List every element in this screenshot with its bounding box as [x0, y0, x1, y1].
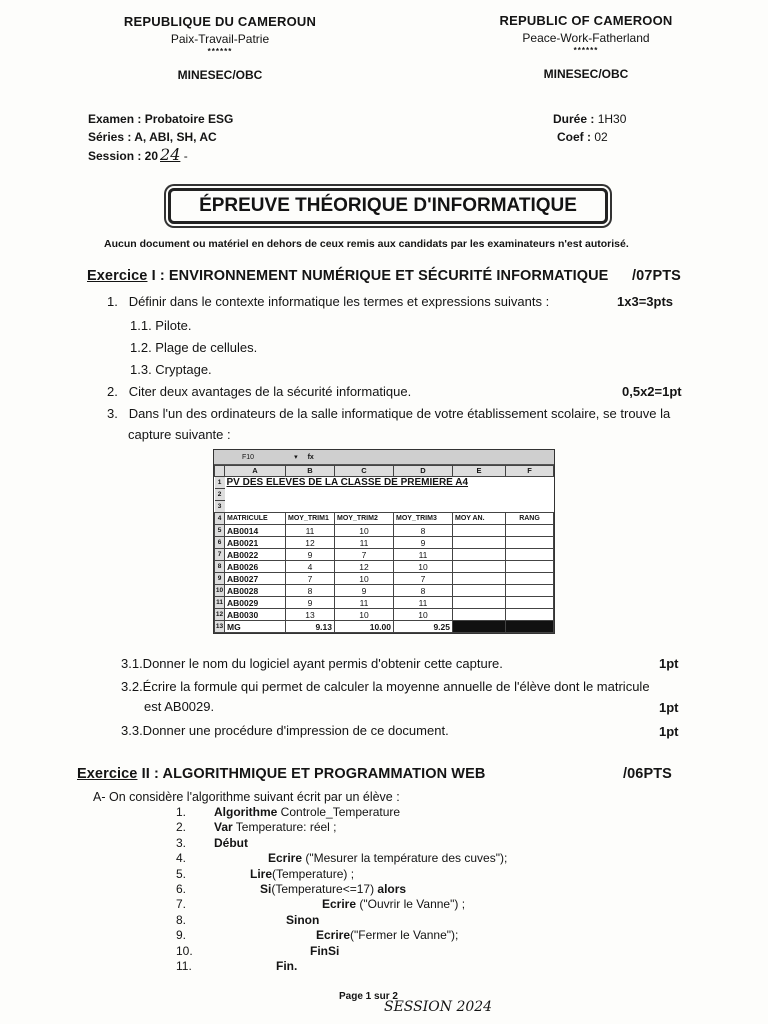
mg-value: 9.25	[394, 621, 453, 633]
grade-cell: 8	[394, 525, 453, 537]
grade-cell: 9	[394, 537, 453, 549]
sheet-title: PV DES ELEVES DE LA CLASSE DE PREMIERE A4	[226, 476, 469, 488]
grade-cell: 8	[394, 585, 453, 597]
moy-an-cell	[453, 597, 506, 609]
rang-cell	[506, 609, 554, 621]
q3-2-line2: est AB0029.	[144, 699, 215, 714]
spreadsheet-capture	[213, 449, 555, 634]
page-title: ÉPREUVE THÉORIQUE D'INFORMATIQUE	[168, 188, 608, 224]
function-icon: fx	[307, 453, 314, 461]
q2: 2. Citer deux avantages de la sécurité informatique.	[107, 384, 412, 399]
q1-item-1: 1.1. Pilote.	[130, 318, 192, 333]
rang-cell	[506, 537, 554, 549]
moy-an-cell	[453, 549, 506, 561]
algo-line: 5. Lire(Temperature) ;	[176, 866, 355, 881]
exam-session: Session : 20 24 -	[88, 145, 188, 164]
moy-an-cell	[453, 573, 506, 585]
grade-cell: 11	[335, 597, 394, 609]
q3-line2: capture suivante :	[128, 427, 231, 442]
dark-cell	[506, 621, 554, 633]
rang-cell	[506, 549, 554, 561]
exam-coef: Coef : 02	[557, 130, 608, 144]
q3-3: 3.3.Donner une procédure d'impression de ce document.	[121, 723, 449, 738]
matricule-cell: AB0026	[225, 561, 286, 573]
moy-an-cell	[453, 585, 506, 597]
grade-cell: 4	[286, 561, 335, 573]
grade-cell: 9	[286, 597, 335, 609]
rang-cell	[506, 573, 554, 585]
cell-reference: F10	[242, 453, 255, 461]
exercise1-title: Exercice I : ENVIRONNEMENT NUMÉRIQUE ET SÉCURITÉ INFORMATIQUE	[87, 268, 609, 284]
table-row: 10 AB0028 8 9 8	[215, 585, 554, 597]
grade-cell: 9	[286, 549, 335, 561]
moy-an-cell	[453, 609, 506, 621]
dropdown-arrow-icon: ▾	[294, 454, 298, 461]
grade-cell: 10	[394, 561, 453, 573]
algo-line: 2. Var Temperature: réel ;	[176, 820, 337, 835]
grade-cell: 11	[286, 525, 335, 537]
grade-cell: 9	[335, 585, 394, 597]
country-fr: REPUBLIQUE DU CAMEROUN	[123, 14, 317, 29]
matricule-cell: AB0029	[225, 597, 286, 609]
matricule-cell: AB0027	[225, 573, 286, 585]
grade-cell: 11	[335, 537, 394, 549]
exam-info-right	[553, 110, 626, 146]
matricule-cell: AB0021	[225, 537, 286, 549]
q1-points: 1x3=3pts	[617, 294, 674, 309]
table-row: 6 AB0021 12 11 9	[215, 537, 554, 549]
mg-label: MG	[225, 621, 286, 633]
matricule-cell: AB0028	[225, 585, 286, 597]
algo-line: 11. Fin.	[176, 959, 298, 974]
session-handwriting: SESSION 2024	[384, 999, 493, 1015]
table-header: MATRICULE	[225, 513, 286, 525]
matricule-cell: AB0022	[225, 549, 286, 561]
grade-cell: 11	[394, 549, 453, 561]
exercise1-points: /07PTS	[632, 268, 681, 284]
q2-points: 0,5x2=1pt	[622, 384, 682, 399]
grade-cell: 13	[286, 609, 335, 621]
table-row: 9 AB0027 7 10 7	[215, 573, 554, 585]
col-header: C	[335, 466, 394, 477]
header-left	[110, 14, 330, 82]
motto-en: Peace-Work-Fatherland	[522, 31, 650, 45]
grade-cell: 11	[394, 597, 453, 609]
col-header: D	[394, 466, 453, 477]
grade-cell: 10	[335, 573, 394, 585]
table-header: RANG	[506, 513, 554, 525]
header-right	[486, 13, 686, 81]
q1-item-3: 1.3. Cryptage.	[130, 362, 212, 377]
rang-cell	[506, 597, 554, 609]
algo-line: 6. Si(Temperature<=17) alors	[176, 882, 407, 897]
q3-1: 3.1.Donner le nom du logiciel ayant permis d'obtenir cette capture.	[121, 656, 503, 671]
dark-cell	[453, 621, 506, 633]
notice: Aucun document ou matériel en dehors de ceux remis aux candidats par les examinateurs n'est autorisé.	[104, 238, 629, 250]
q3-1-points: 1pt	[659, 656, 679, 671]
spreadsheet-grid: A B C D E F 1 PV DES ELEVES DE LA CLASSE DE PREMIERE A4 2 3 4 MATRICULE MOY_TRIM1 MOY_TRIM2 MOY_TRIM3 MOY AN. RANG 5 AB0014 11 10 8 6 AB0021 12 11 9 7 AB0022 9 7 11 8 AB0026 4 12 10 9 AB0027 7 10 7 10 AB0028 8 9 8 11 AB0029 9 11 11 12 AB0030 13 10 10 13 MG 9.13 10.00 9.25	[214, 465, 554, 633]
page-number: Page 1 sur 2	[339, 991, 398, 1002]
grade-cell: 7	[286, 573, 335, 585]
table-header: MOY AN.	[453, 513, 506, 525]
formula-bar	[214, 450, 554, 465]
exam-name: Examen : Probatoire ESG	[88, 112, 234, 126]
col-header: E	[453, 466, 506, 477]
grade-cell: 10	[335, 609, 394, 621]
stars-fr: ******	[207, 47, 233, 56]
col-header: A	[225, 466, 286, 477]
country-en: REPUBLIC OF CAMEROON	[499, 13, 673, 28]
rang-cell	[506, 561, 554, 573]
mg-value: 9.13	[286, 621, 335, 633]
exam-duration: Durée : 1H30	[553, 112, 627, 126]
moy-an-cell	[453, 525, 506, 537]
grade-cell: 10	[394, 609, 453, 621]
session-handwritten: 24	[160, 145, 181, 164]
rang-cell	[506, 525, 554, 537]
algorithm-listing	[176, 805, 507, 974]
exercise2-intro: A- On considère l'algorithme suivant écrit par un élève :	[93, 790, 400, 804]
mg-row: 13 MG 9.13 10.00 9.25	[215, 621, 554, 633]
q3: 3. Dans l'un des ordinateurs de la salle informatique de votre établissement scolaire, se trouve la	[107, 406, 671, 421]
q3-2-points: 1pt	[659, 700, 679, 715]
table-header: MOY_TRIM3	[394, 513, 453, 525]
exercise2-points: /06PTS	[623, 766, 672, 782]
q3-2: 3.2.Écrire la formule qui permet de calculer la moyenne annuelle de l'élève dont le matricule	[121, 679, 650, 694]
table-row: 12 AB0030 13 10 10	[215, 609, 554, 621]
exam-info-left	[88, 110, 233, 165]
column-header-row	[215, 466, 554, 477]
grade-cell: 8	[286, 585, 335, 597]
table-row: 11 AB0029 9 11 11	[215, 597, 554, 609]
stars-en: ******	[573, 46, 599, 55]
moy-an-cell	[453, 561, 506, 573]
grade-cell: 7	[394, 573, 453, 585]
algo-line: 3. Début	[176, 835, 248, 850]
exercise2-title: Exercice II : ALGORITHMIQUE ET PROGRAMMATION WEB	[77, 766, 486, 782]
mg-value: 10.00	[335, 621, 394, 633]
algo-line: 4. Ecrire ("Mesurer la température des cuves");	[176, 851, 508, 866]
q3-3-points: 1pt	[659, 724, 679, 739]
algo-line: 10. FinSi	[176, 943, 340, 958]
algo-line: 1. Algorithme Controle_Temperature	[176, 805, 401, 819]
rang-cell	[506, 585, 554, 597]
moy-an-cell	[453, 537, 506, 549]
table-header: MOY_TRIM2	[335, 513, 394, 525]
q1: 1. Définir dans le contexte informatique les termes et expressions suivants :	[107, 294, 550, 309]
algo-line: 7. Ecrire ("Ouvrir le Vanne") ;	[176, 897, 466, 912]
q1-item-2: 1.2. Plage de cellules.	[130, 340, 258, 355]
grade-cell: 12	[335, 561, 394, 573]
exam-series: Séries : A, ABI, SH, AC	[88, 130, 217, 144]
grade-cell: 10	[335, 525, 394, 537]
table-row: 8 AB0026 4 12 10	[215, 561, 554, 573]
sheet-data-rows	[215, 525, 554, 621]
grade-cell: 7	[335, 549, 394, 561]
ministry-fr: MINESEC/OBC	[177, 68, 263, 82]
ministry-en: MINESEC/OBC	[543, 67, 629, 81]
algo-line: 9. Ecrire("Fermer le Vanne");	[176, 928, 459, 943]
motto-fr: Paix-Travail-Patrie	[170, 32, 270, 46]
grade-cell: 12	[286, 537, 335, 549]
algo-line: 8. Sinon	[176, 912, 320, 927]
matricule-cell: AB0014	[225, 525, 286, 537]
col-header: F	[506, 466, 554, 477]
table-row: 5 AB0014 11 10 8	[215, 525, 554, 537]
table-header-row: 4 MATRICULE MOY_TRIM1 MOY_TRIM2 MOY_TRIM3 MOY AN. RANG	[215, 513, 554, 525]
col-header: B	[286, 466, 335, 477]
matricule-cell: AB0030	[225, 609, 286, 621]
table-row: 7 AB0022 9 7 11	[215, 549, 554, 561]
table-header: MOY_TRIM1	[286, 513, 335, 525]
